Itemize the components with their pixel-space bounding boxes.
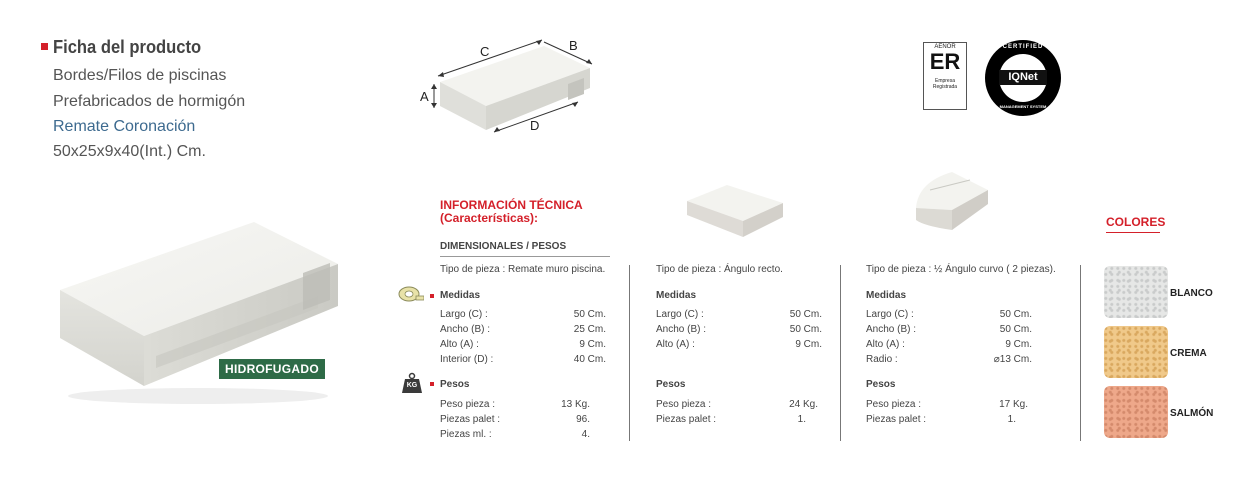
col1-pesos-label: Pesos — [440, 379, 470, 390]
tech-subtitle: DIMENSIONALES / PESOS — [440, 241, 567, 252]
col3-piezas-palet-value: 1. — [1007, 414, 1016, 425]
colores-underline — [1106, 232, 1160, 233]
col1-piezas-ml-label: Piezas ml. : — [440, 429, 492, 440]
col2-alto-label: Alto (A) : — [656, 339, 695, 350]
col1-piezas-ml-value: 4. — [581, 429, 590, 440]
col1-interior-value: 40 Cm. — [573, 354, 606, 365]
col2-pesos-label: Pesos — [656, 379, 686, 390]
col3-alto-value: 9 Cm. — [1005, 339, 1032, 350]
col3-alto-label: Alto (A) : — [866, 339, 905, 350]
aenor-logo — [923, 42, 967, 110]
col2-peso-pieza-label: Peso pieza : — [656, 399, 712, 410]
col1-piezas-palet-value: 96. — [576, 414, 590, 425]
tech-title-line-2: (Características): — [440, 211, 539, 225]
dim-label-a: A — [420, 89, 429, 104]
product-line-4: 50x25x9x40(Int.) Cm. — [53, 143, 206, 160]
iqnet-logo — [985, 40, 1061, 116]
col2-ancho-label: Ancho (B) : — [656, 324, 707, 335]
product-image — [48, 218, 348, 408]
aenor-mark: ER — [929, 49, 961, 74]
col3-radio-value: ⌀13 Cm. — [993, 354, 1032, 365]
col2-largo-label: Largo (C) : — [656, 309, 704, 320]
col3-ancho-label: Ancho (B) : — [866, 324, 917, 335]
col3-radio-label: Radio : — [866, 354, 898, 365]
color-label-blanco: BLANCO — [1170, 288, 1213, 299]
color-label-crema: CREMA — [1170, 348, 1207, 359]
product-line-3: Remate Coronación — [53, 118, 196, 135]
dim-label-c: C — [480, 44, 490, 59]
col1-ancho-label: Ancho (B) : — [440, 324, 491, 335]
iqnet-top-text: CERTIFIED — [1002, 44, 1044, 50]
col3-largo-label: Largo (C) : — [866, 309, 914, 320]
aenor-top-text: AENOR — [934, 44, 956, 50]
col1-alto-value: 9 Cm. — [579, 339, 606, 350]
product-line-2: Prefabricados de hormigón — [53, 93, 246, 110]
product-line-1: Bordes/Filos de piscinas — [53, 67, 227, 84]
col2-ancho-value: 50 Cm. — [789, 324, 822, 335]
col1-medidas-label: Medidas — [440, 290, 481, 301]
medidas-bullet — [430, 294, 434, 298]
weight-icon-label: KG — [406, 382, 418, 389]
col1-interior-label: Interior (D) : — [440, 354, 494, 365]
col3-tipo: Tipo de pieza : ½ Ángulo curvo ( 2 piezas). — [866, 264, 1056, 275]
angulo-curvo-image — [912, 168, 994, 240]
col1-largo-value: 50 Cm. — [573, 309, 606, 320]
col1-alto-label: Alto (A) : — [440, 339, 479, 350]
col1-piezas-palet-label: Piezas palet : — [440, 414, 501, 425]
tech-title-line-1: INFORMACIÓN TÉCNICA — [440, 198, 583, 212]
angulo-recto-image — [683, 183, 788, 243]
dim-label-d: D — [530, 118, 540, 133]
col2-medidas-label: Medidas — [656, 290, 697, 301]
dim-label-b: B — [569, 38, 578, 53]
col2-alto-value: 9 Cm. — [795, 339, 822, 350]
col3-largo-value: 50 Cm. — [999, 309, 1032, 320]
col3-pesos-label: Pesos — [866, 379, 896, 390]
col2-tipo: Tipo de pieza : Ángulo recto. — [656, 264, 783, 275]
swatch-salmon[interactable] — [1104, 386, 1168, 438]
col2-largo-value: 50 Cm. — [789, 309, 822, 320]
column-separator-1 — [629, 265, 630, 441]
dimension-diagram — [418, 36, 618, 136]
iqnet-bottom-text: MANAGEMENT SYSTEM — [999, 104, 1047, 109]
hidrofugado-badge: HIDROFUGADO — [219, 359, 325, 379]
col3-peso-pieza-value: 17 Kg. — [999, 399, 1028, 410]
swatch-crema[interactable] — [1104, 326, 1168, 378]
aenor-line-2: Registrada — [932, 84, 958, 90]
swatch-blanco[interactable] — [1104, 266, 1168, 318]
col1-peso-pieza-value: 13 Kg. — [561, 399, 590, 410]
col1-tipo: Tipo de pieza : Remate muro piscina. — [440, 264, 606, 275]
title-bullet — [41, 43, 48, 50]
col3-peso-pieza-label: Peso pieza : — [866, 399, 922, 410]
tech-divider — [440, 256, 610, 257]
col2-peso-pieza-value: 24 Kg. — [789, 399, 818, 410]
aenor-line-1: Empresa — [934, 78, 955, 84]
col3-medidas-label: Medidas — [866, 290, 907, 301]
col1-largo-label: Largo (C) : — [440, 309, 488, 320]
iqnet-mark: IQNet — [999, 70, 1047, 85]
col2-piezas-palet-value: 1. — [797, 414, 806, 425]
column-separator-2 — [840, 265, 841, 441]
col3-piezas-palet-label: Piezas palet : — [866, 414, 927, 425]
column-separator-3 — [1080, 265, 1081, 441]
col1-ancho-value: 25 Cm. — [573, 324, 606, 335]
color-label-salmon: SALMÓN — [1170, 408, 1214, 419]
weight-icon — [401, 372, 423, 394]
col2-piezas-palet-label: Piezas palet : — [656, 414, 717, 425]
col3-ancho-value: 50 Cm. — [999, 324, 1032, 335]
product-title: Ficha del producto — [53, 37, 202, 57]
pesos-bullet — [430, 382, 434, 386]
colores-title: COLORES — [1106, 215, 1166, 229]
col1-peso-pieza-label: Peso pieza : — [440, 399, 496, 410]
measuring-tape-icon — [398, 284, 424, 304]
